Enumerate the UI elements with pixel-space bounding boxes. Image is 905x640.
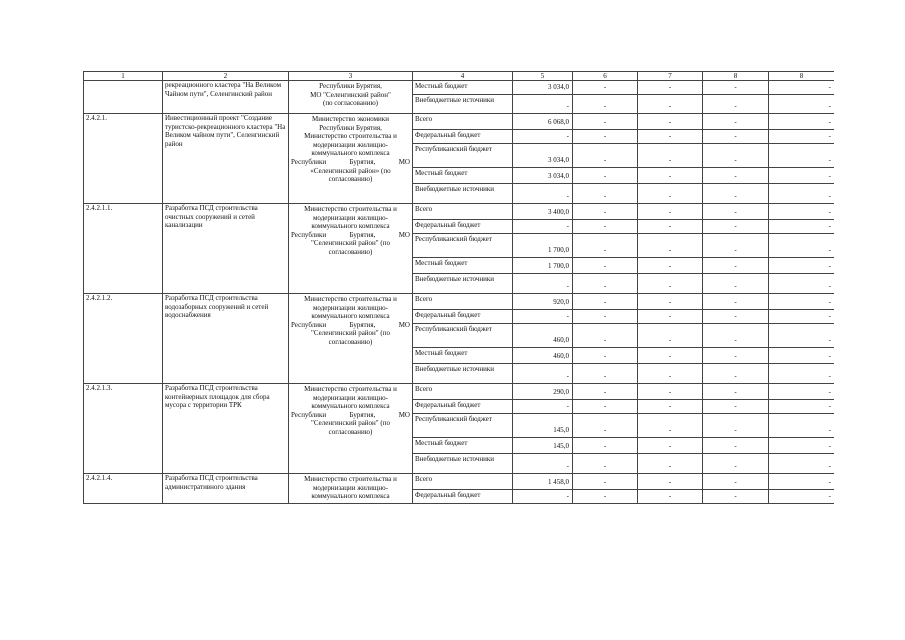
year-cell: -: [769, 324, 835, 348]
year-cell: -: [638, 258, 703, 274]
executor-line: "Селенгинский район" (по: [311, 419, 390, 428]
name-cell: Инвестиционный проект "Создание туристско-рекреационного кластера "На Великом чайном пути", Селенгинский район: [163, 114, 289, 204]
total-cell: -: [513, 490, 573, 504]
total-cell: -: [513, 130, 573, 144]
year-cell: -: [703, 81, 769, 95]
year-cell: -: [638, 130, 703, 144]
year-cell: -: [769, 438, 835, 454]
name-cell: Разработка ПСД строительства очистных сооружений и сетей канализации: [163, 204, 289, 294]
year-cell: -: [638, 348, 703, 364]
year-cell: -: [638, 454, 703, 474]
source-cell: Внебюджетные источники: [413, 184, 513, 204]
year-cell: -: [703, 384, 769, 400]
year-cell: -: [703, 130, 769, 144]
year-cell: -: [573, 258, 638, 274]
name-cell: Разработка ПСД строительства административного здания: [163, 474, 289, 504]
name-cell: Разработка ПСД строительства контейнерных площадок для сбора мусора с территории ТРК: [163, 384, 289, 474]
total-cell: -: [513, 95, 573, 114]
source-cell: Республиканский бюджет: [413, 324, 513, 348]
year-cell: -: [638, 204, 703, 220]
year-cell: -: [573, 400, 638, 414]
year-cell: -: [703, 258, 769, 274]
year-cell: -: [703, 490, 769, 504]
code-cell: 2.4.2.1.: [84, 114, 163, 204]
source-cell: Федеральный бюджет: [413, 220, 513, 234]
year-cell: -: [769, 81, 835, 95]
executor-cell: [289, 384, 413, 474]
total-cell: -: [513, 274, 573, 294]
year-cell: -: [769, 454, 835, 474]
total-cell: 1 700,0: [513, 258, 573, 274]
executor-cell: [289, 474, 413, 504]
name-cell: Разработка ПСД строительства водозаборных сооружений и сетей водоснабжения: [163, 294, 289, 384]
year-cell: -: [769, 220, 835, 234]
year-cell: -: [703, 220, 769, 234]
year-cell: -: [703, 294, 769, 310]
source-cell: Республиканский бюджет: [413, 234, 513, 258]
source-cell: Внебюджетные источники: [413, 364, 513, 384]
year-cell: -: [638, 144, 703, 168]
year-cell: -: [703, 184, 769, 204]
executor-line: Республики Бурятия, МО: [291, 157, 410, 166]
year-cell: -: [573, 234, 638, 258]
total-cell: -: [513, 310, 573, 324]
code-cell: 2.4.2.1.4.: [84, 474, 163, 504]
total-cell: 290,0: [513, 384, 573, 400]
year-cell: -: [638, 364, 703, 384]
year-cell: -: [703, 324, 769, 348]
total-cell: 920,0: [513, 294, 573, 310]
column-number: 5: [513, 72, 573, 81]
source-cell: Местный бюджет: [413, 438, 513, 454]
executor-line: Республики Бурятия,: [319, 82, 382, 90]
year-cell: -: [769, 364, 835, 384]
column-number: 8: [769, 72, 835, 81]
year-cell: -: [703, 310, 769, 324]
total-cell: -: [513, 400, 573, 414]
year-cell: -: [769, 414, 835, 438]
executor-line: Министерство строительства и: [304, 295, 397, 303]
executor-line: Министерство строительства и: [304, 132, 397, 141]
total-cell: 3 400,0: [513, 204, 573, 220]
year-cell: -: [769, 234, 835, 258]
year-cell: -: [769, 114, 835, 130]
source-cell: Федеральный бюджет: [413, 130, 513, 144]
year-cell: -: [573, 274, 638, 294]
executor-line: МО "Селенгинский район": [310, 90, 391, 99]
table-row: [84, 204, 835, 220]
executor-cell: [289, 294, 413, 384]
executor-line: коммунального комплекса: [311, 222, 390, 231]
executor-line: «Селенгинский район» (по: [310, 166, 391, 175]
code-cell: [84, 81, 163, 114]
executor-line: "Селенгинский район" (по: [311, 239, 390, 248]
column-number: 4: [413, 72, 513, 81]
total-cell: 3 034,0: [513, 168, 573, 184]
year-cell: -: [638, 324, 703, 348]
source-cell: Всего: [413, 204, 513, 220]
year-cell: -: [703, 400, 769, 414]
year-cell: -: [769, 400, 835, 414]
year-cell: -: [769, 384, 835, 400]
total-cell: 3 034,0: [513, 144, 573, 168]
year-cell: -: [638, 220, 703, 234]
table-row: [84, 384, 835, 400]
year-cell: -: [573, 144, 638, 168]
executor-cell: [289, 114, 413, 204]
year-cell: -: [573, 114, 638, 130]
year-cell: -: [573, 168, 638, 184]
column-number-row: [84, 72, 835, 81]
executor-line: модернизации жилищно-: [312, 393, 389, 402]
year-cell: -: [638, 310, 703, 324]
year-cell: -: [638, 474, 703, 490]
year-cell: -: [638, 81, 703, 95]
year-cell: -: [573, 324, 638, 348]
column-number: 6: [573, 72, 638, 81]
executor-line: модернизации жилищно-: [312, 483, 389, 492]
source-cell: Федеральный бюджет: [413, 310, 513, 324]
executor-line: согласованию): [328, 247, 373, 256]
column-number: 1: [84, 72, 163, 81]
code-cell: 2.4.2.1.1.: [84, 204, 163, 294]
executor-line: Министерство строительства и: [304, 385, 397, 393]
column-number: 2: [163, 72, 289, 81]
total-cell: 145,0: [513, 414, 573, 438]
year-cell: -: [703, 234, 769, 258]
year-cell: -: [703, 144, 769, 168]
year-cell: -: [573, 474, 638, 490]
executor-line: согласованию): [328, 337, 373, 346]
executor-line: коммунального комплекса: [311, 312, 390, 321]
source-cell: Республиканский бюджет: [413, 144, 513, 168]
source-cell: Всего: [413, 384, 513, 400]
year-cell: -: [703, 204, 769, 220]
total-cell: 6 068,0: [513, 114, 573, 130]
year-cell: -: [573, 454, 638, 474]
table-row: [84, 114, 835, 130]
year-cell: -: [573, 220, 638, 234]
executor-line: Министерство экономики: [312, 115, 389, 123]
name-cell: рекреационного кластера "На Великом Чайном пути", Селенгинский район: [163, 81, 289, 114]
year-cell: -: [638, 384, 703, 400]
year-cell: -: [573, 204, 638, 220]
year-cell: -: [573, 384, 638, 400]
document-page: [83, 71, 834, 555]
total-cell: 145,0: [513, 438, 573, 454]
year-cell: -: [703, 348, 769, 364]
executor-line: коммунального комплекса: [311, 402, 390, 411]
total-cell: -: [513, 184, 573, 204]
executor-line: модернизации жилищно-: [312, 140, 389, 149]
source-cell: Федеральный бюджет: [413, 400, 513, 414]
year-cell: -: [769, 294, 835, 310]
code-cell: 2.4.2.1.3.: [84, 384, 163, 474]
year-cell: -: [769, 95, 835, 114]
executor-line: коммунального комплекса: [311, 492, 390, 501]
total-cell: 1 700,0: [513, 234, 573, 258]
year-cell: -: [638, 168, 703, 184]
source-cell: Всего: [413, 474, 513, 490]
total-cell: -: [513, 364, 573, 384]
source-cell: Внебюджетные источники: [413, 454, 513, 474]
source-cell: Местный бюджет: [413, 258, 513, 274]
year-cell: -: [573, 130, 638, 144]
year-cell: -: [703, 414, 769, 438]
executor-line: модернизации жилищно-: [312, 213, 389, 222]
executor-line: модернизации жилищно-: [312, 303, 389, 312]
column-number: 8: [703, 72, 769, 81]
total-cell: 460,0: [513, 348, 573, 364]
executor-line: Республики Бурятия, МО: [291, 410, 410, 419]
executor-line: Республики Бурятия, МО: [291, 230, 410, 239]
funding-table: [83, 71, 834, 504]
executor-line: Республики Бурятия,: [319, 123, 382, 132]
year-cell: -: [703, 95, 769, 114]
executor-line: коммунального комплекса: [311, 149, 390, 158]
total-cell: -: [513, 220, 573, 234]
executor-line: Министерство строительства и: [304, 205, 397, 213]
source-cell: Местный бюджет: [413, 348, 513, 364]
year-cell: -: [703, 168, 769, 184]
year-cell: -: [703, 114, 769, 130]
executor-line: Министерство строительства и: [304, 475, 397, 483]
year-cell: -: [638, 414, 703, 438]
source-cell: Местный бюджет: [413, 81, 513, 95]
year-cell: -: [573, 348, 638, 364]
column-number: 7: [638, 72, 703, 81]
year-cell: -: [573, 310, 638, 324]
total-cell: -: [513, 454, 573, 474]
year-cell: -: [638, 95, 703, 114]
executor-line: согласованию): [328, 427, 373, 436]
year-cell: -: [769, 310, 835, 324]
year-cell: -: [769, 274, 835, 294]
year-cell: -: [638, 184, 703, 204]
year-cell: -: [573, 81, 638, 95]
source-cell: Местный бюджет: [413, 168, 513, 184]
year-cell: -: [573, 184, 638, 204]
executor-line: (по согласованию): [322, 99, 379, 108]
total-cell: 460,0: [513, 324, 573, 348]
year-cell: -: [703, 274, 769, 294]
year-cell: -: [573, 95, 638, 114]
year-cell: -: [638, 438, 703, 454]
year-cell: -: [638, 400, 703, 414]
year-cell: -: [769, 490, 835, 504]
year-cell: -: [703, 454, 769, 474]
year-cell: -: [769, 258, 835, 274]
source-cell: Федеральный бюджет: [413, 490, 513, 504]
column-number: 3: [289, 72, 413, 81]
total-cell: 1 458,0: [513, 474, 573, 490]
source-cell: Всего: [413, 294, 513, 310]
source-cell: Внебюджетные источники: [413, 274, 513, 294]
year-cell: -: [769, 144, 835, 168]
source-cell: Внебюджетные источники: [413, 95, 513, 114]
executor-cell: [289, 204, 413, 294]
year-cell: -: [703, 438, 769, 454]
year-cell: -: [573, 490, 638, 504]
table-row: [84, 474, 835, 490]
year-cell: -: [703, 474, 769, 490]
year-cell: -: [638, 294, 703, 310]
executor-line: согласованию): [328, 175, 373, 184]
table-body: [84, 81, 835, 504]
year-cell: -: [769, 168, 835, 184]
year-cell: -: [769, 184, 835, 204]
year-cell: -: [769, 348, 835, 364]
executor-line: Республики Бурятия, МО: [291, 320, 410, 329]
year-cell: -: [638, 114, 703, 130]
table-row: [84, 81, 835, 95]
year-cell: -: [573, 414, 638, 438]
year-cell: -: [573, 438, 638, 454]
total-cell: 3 034,0: [513, 81, 573, 95]
year-cell: -: [638, 234, 703, 258]
year-cell: -: [703, 364, 769, 384]
year-cell: -: [573, 294, 638, 310]
year-cell: -: [638, 490, 703, 504]
executor-line: "Селенгинский район" (по: [311, 329, 390, 338]
year-cell: -: [769, 204, 835, 220]
code-cell: 2.4.2.1.2.: [84, 294, 163, 384]
source-cell: Всего: [413, 114, 513, 130]
year-cell: -: [573, 364, 638, 384]
year-cell: -: [638, 274, 703, 294]
source-cell: Республиканский бюджет: [413, 414, 513, 438]
executor-cell: [289, 81, 413, 114]
year-cell: -: [769, 130, 835, 144]
year-cell: -: [769, 474, 835, 490]
table-row: [84, 294, 835, 310]
